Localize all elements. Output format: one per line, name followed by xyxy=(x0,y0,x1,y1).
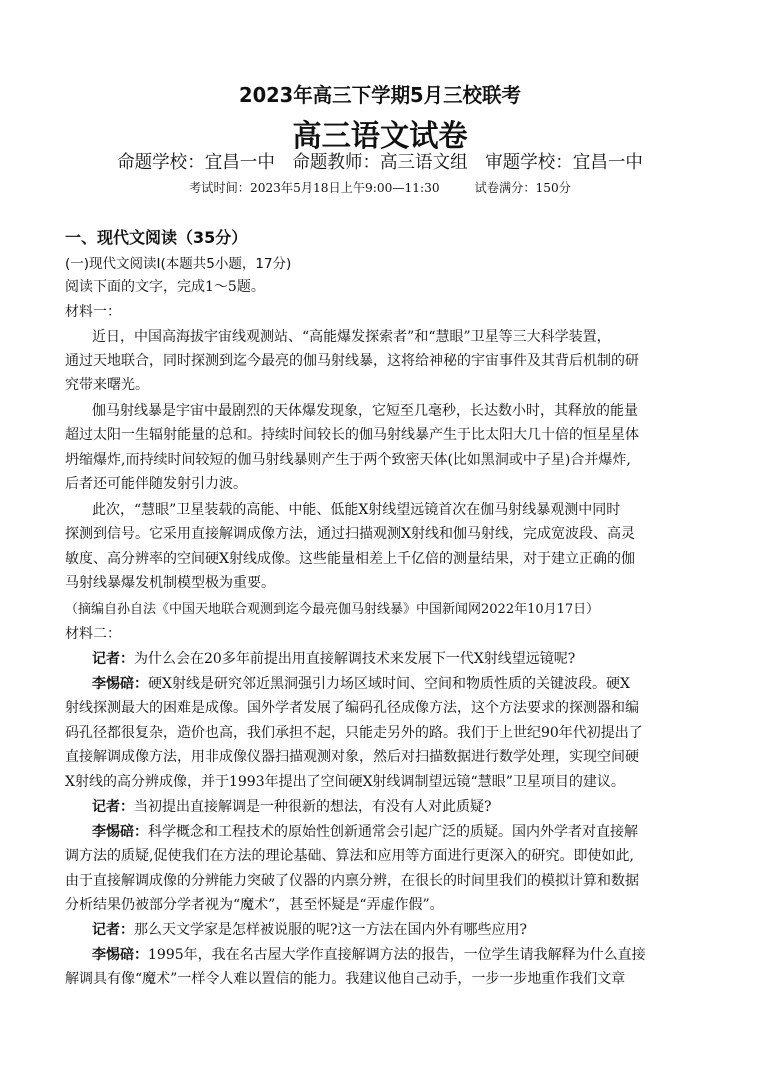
reviewer-school: 审题学校：宜昌一中 xyxy=(485,152,643,173)
speaker-label: 李惕碚： xyxy=(92,947,148,963)
instruction: 阅读下面的文字，完成1～5题。 xyxy=(65,279,265,295)
material1-line: 坍缩爆炸,而持续时间较短的伽马射线暴则产生于两个致密天体(比如黑洞或中子星)合并爆炸, xyxy=(65,452,631,468)
interview-text: 1995年，我在名古屋大学作直接解调方法的报告，一位学生请我解释为什么直接 xyxy=(148,947,646,963)
material1-line: 近日，中国高海拔宇宙线观测站、“高能爆发探索者”和“慧眼”卫星等三大科学装置， xyxy=(92,329,611,345)
interview-line xyxy=(92,796,492,816)
interview-text: 硬X射线是研究邻近黑洞强引力场区域时间、空间和物质性质的关键波段。硬X xyxy=(148,676,630,692)
section-heading: 一、现代文阅读（35分） xyxy=(65,228,248,247)
interview-line: 直接解调成像方法，用非成像仪器扫描观测对象，然后对扫描数据进行数学处理，实现空间硬 xyxy=(65,749,639,765)
speaker-label: 李惕碚： xyxy=(92,676,148,692)
material1-line: 究带来曙光。 xyxy=(65,377,149,393)
full-score: 试卷满分：150分 xyxy=(474,180,571,195)
material1-line: 敏度、高分辨率的空间硬X射线成像。这些能量相差上千亿倍的测量结果，对于建立正确的伽 xyxy=(65,551,635,567)
interview-line: 调方法的质疑,促使我们在方法的理论基础、算法和应用等方面进行更深入的研究。即使如此, xyxy=(65,848,634,864)
interview-line xyxy=(92,673,630,693)
page-title: 高三语文试卷 xyxy=(292,119,468,154)
interview-line: 码孔径都很复杂，造价也高，我们承担不起，只能走另外的路。我们于上世纪90年代初提出了 xyxy=(65,725,643,741)
material1-line: 马射线暴爆发机制模型极为重要。 xyxy=(65,575,275,591)
material1-line: 此次，“慧眼”卫星装载的高能、中能、低能X射线望远镜首次在伽马射线暴观测中同时 xyxy=(92,502,621,518)
exam-info xyxy=(10,178,750,196)
interview-text: 当初提出直接解调是一种很新的想法，有没有人对此质疑? xyxy=(134,799,492,815)
speaker-label: 记者： xyxy=(92,651,134,667)
material1-label: 材料一： xyxy=(65,304,121,320)
material1-line: 探测到信号。它采用直接解调成像方法，通过扫描观测X射线和伽马射线，完成宽波段、高灵 xyxy=(65,526,635,542)
material2-label: 材料二： xyxy=(65,626,121,642)
material1-line: 伽马射线暴是宇宙中最剧烈的天体爆发现象，它短至几毫秒，长达数小时，其释放的能量 xyxy=(92,403,638,419)
exam-series-title: 2023年高三下学期5月三校联考 xyxy=(239,83,521,107)
material1-line: 超过太阳一生辐射能量的总和。持续时间较长的伽马射线暴产生于比太阳大几十倍的恒星星体 xyxy=(65,427,639,443)
interview-line xyxy=(92,821,638,841)
interview-line: 射线探测最大的困难是成像。国外学者发展了编码孔径成像方法，这个方法要求的探测器和编 xyxy=(65,700,639,716)
exam-credits xyxy=(10,148,750,174)
interview-line: 由于直接解调成像的分辨能力突破了仪器的内禀分辨，在很长的时间里我们的模拟计算和数据 xyxy=(65,873,639,889)
material1-source: （摘编自孙自法《中国天地联合观测到迄今最亮伽马射线暴》中国新闻网2022年10月17日） xyxy=(65,602,600,617)
interview-line: X射线的高分辨成像，并于1993年提出了空间硬X射线调制望远镜“慧眼”卫星项目的建议。 xyxy=(65,774,625,790)
speaker-label: 记者： xyxy=(92,799,134,815)
interview-line xyxy=(92,648,575,668)
speaker-label: 记者： xyxy=(92,922,134,938)
interview-line: 解调具有像“魔术”一样令人难以置信的能力。我建议他自己动手，一步一步地重作我们文章 xyxy=(65,971,626,987)
interview-line: 分析结果仍被部分学者视为“魔术”，甚至怀疑是“弄虚作假”。 xyxy=(65,897,444,913)
sub-section-heading: (一)现代文阅读Ⅰ(本题共5小题，17分) xyxy=(65,256,292,272)
interview-text: 科学概念和工程技术的原始性创新通常会引起广泛的质疑。国内外学者对直接解 xyxy=(148,824,638,840)
material1-line: 后者还可能伴随发射引力波。 xyxy=(65,476,247,492)
interview-line xyxy=(92,944,646,964)
proposer-teacher: 命题教师：高三语文组 xyxy=(292,152,468,173)
proposer-school: 命题学校：宜昌一中 xyxy=(117,152,275,173)
exam-time: 考试时间：2023年5月18日上午9:00—11:30 xyxy=(189,180,440,195)
interview-text: 那么天文学家是怎样被说服的呢?这一方法在国内外有哪些应用? xyxy=(134,922,528,938)
speaker-label: 李惕碚： xyxy=(92,824,148,840)
interview-line xyxy=(92,919,527,939)
material1-line: 通过天地联合，同时探测到迄今最亮的伽马射线暴，这将给神秘的宇宙事件及其背后机制的研 xyxy=(65,353,639,369)
interview-text: 为什么会在20多年前提出用直接解调技术来发展下一代X射线望远镜呢? xyxy=(134,651,576,667)
